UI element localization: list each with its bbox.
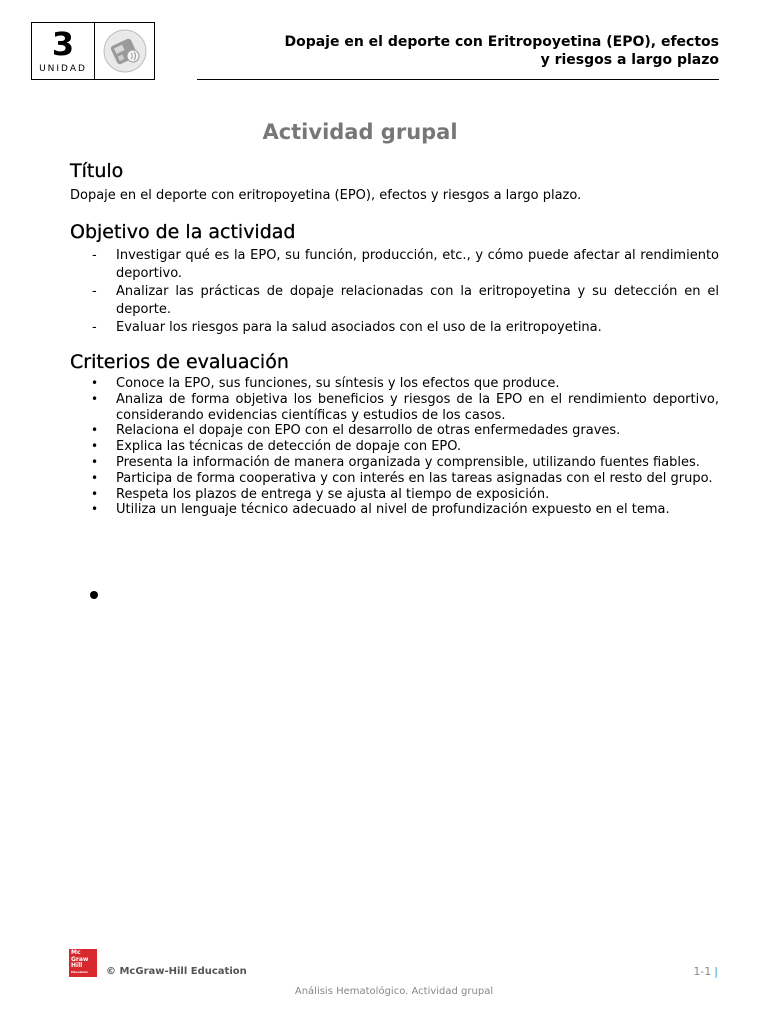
- list-item: [70, 455, 719, 471]
- titulo-text: Dopaje en el deporte con eritropoyetina (EPO), efectos y riesgos a largo plazo.: [70, 188, 582, 203]
- criterios-heading: Criterios de evaluación: [70, 351, 289, 373]
- logo-line: Mc: [71, 949, 81, 956]
- logo-line: Graw: [71, 955, 89, 963]
- list-item-text: Analiza de forma objetiva los beneficios y riesgos de la EPO en el rendimiento deportivo, considerando evidencias científicas y estudios de los casos.: [116, 391, 719, 423]
- list-item: [70, 392, 719, 424]
- list-item-text: Evaluar los riesgos para la salud asociados con el uso de la eritropoyetina.: [116, 320, 602, 335]
- list-item-text: Respeta los plazos de entrega y se ajusta al tiempo de exposición.: [116, 486, 550, 502]
- list-item: [70, 487, 719, 503]
- logo-line: Education: [71, 969, 88, 974]
- list-item: [70, 423, 719, 439]
- criterios-section: [70, 351, 719, 518]
- unit-label: UNIDAD: [39, 64, 87, 74]
- unit-icon-cell: [95, 23, 154, 79]
- mcgraw-hill-logo: [69, 949, 97, 977]
- header-divider: [197, 79, 719, 80]
- unit-box: [31, 22, 155, 80]
- header-title-line-1: Dopaje en el deporte con Eritropoyetina (EPO), efectos: [284, 34, 719, 50]
- list-item-text: Investigar qué es la EPO, su función, producción, etc., y cómo puede afectar al rendimiento deportivo.: [116, 248, 719, 281]
- bullet-marker: •: [91, 502, 99, 517]
- page-number: [693, 965, 718, 978]
- bullet-marker: •: [91, 470, 99, 485]
- bullet-marker: •: [91, 454, 99, 469]
- objetivo-section: [70, 221, 719, 337]
- objetivo-list: [70, 247, 719, 337]
- unit-number-cell: [32, 23, 95, 79]
- footer-caption: Análisis Hematológico. Actividad grupal: [294, 986, 494, 997]
- header-title-line-2: y riesgos a largo plazo: [540, 52, 719, 68]
- list-item: [70, 247, 719, 283]
- list-item: [70, 376, 719, 392]
- empty-bullet: [90, 591, 98, 599]
- bullet-marker: •: [91, 391, 99, 406]
- criterios-list: [70, 376, 719, 518]
- bullet-marker: •: [91, 486, 99, 501]
- unit-number: 3: [51, 25, 75, 63]
- dash-marker: -: [92, 248, 97, 263]
- objetivo-heading: Objetivo de la actividad: [70, 221, 296, 243]
- activity-title: Actividad grupal: [262, 120, 458, 144]
- dash-marker: -: [92, 320, 97, 335]
- bullet-marker: •: [91, 423, 99, 438]
- list-item: [70, 471, 719, 487]
- list-item: [70, 439, 719, 455]
- document-body: [70, 160, 719, 518]
- list-item-text: Analizar las prácticas de dopaje relacionadas con la eritropoyetina y su detección en el deporte.: [116, 284, 719, 317]
- dash-marker: -: [92, 284, 97, 299]
- page-number-text: 1-1: [693, 965, 712, 978]
- page-bar: |: [714, 965, 718, 978]
- list-item-text: Explica las técnicas de detección de dopaje con EPO.: [116, 439, 462, 455]
- list-item-text: Utiliza un lenguaje técnico adecuado al nivel de profundización expuesto en el tema.: [116, 502, 670, 518]
- list-item-text: Conoce la EPO, sus funciones, su síntesis y los efectos que produce.: [116, 376, 560, 391]
- titulo-section: [70, 160, 719, 204]
- list-item: [70, 319, 719, 337]
- list-item: [70, 502, 719, 518]
- bullet-marker: •: [91, 439, 99, 454]
- logo-line: Hill: [71, 962, 83, 969]
- footer-copyright: © McGraw-Hill Education: [106, 966, 247, 977]
- list-item: [70, 283, 719, 319]
- titulo-heading: Título: [70, 160, 124, 182]
- bullet-marker: •: [91, 376, 99, 390]
- list-item-text: Relaciona el dopaje con EPO con el desarrollo de otras enfermedades graves.: [116, 423, 621, 439]
- lab-analyzer-icon: [102, 28, 148, 74]
- list-item-text: Participa de forma cooperativa y con interés en las tareas asignadas con el resto del grupo.: [116, 470, 713, 486]
- list-item-text: Presenta la información de manera organizada y comprensible, utilizando fuentes fiables.: [116, 454, 700, 470]
- document-header-title: [199, 33, 719, 69]
